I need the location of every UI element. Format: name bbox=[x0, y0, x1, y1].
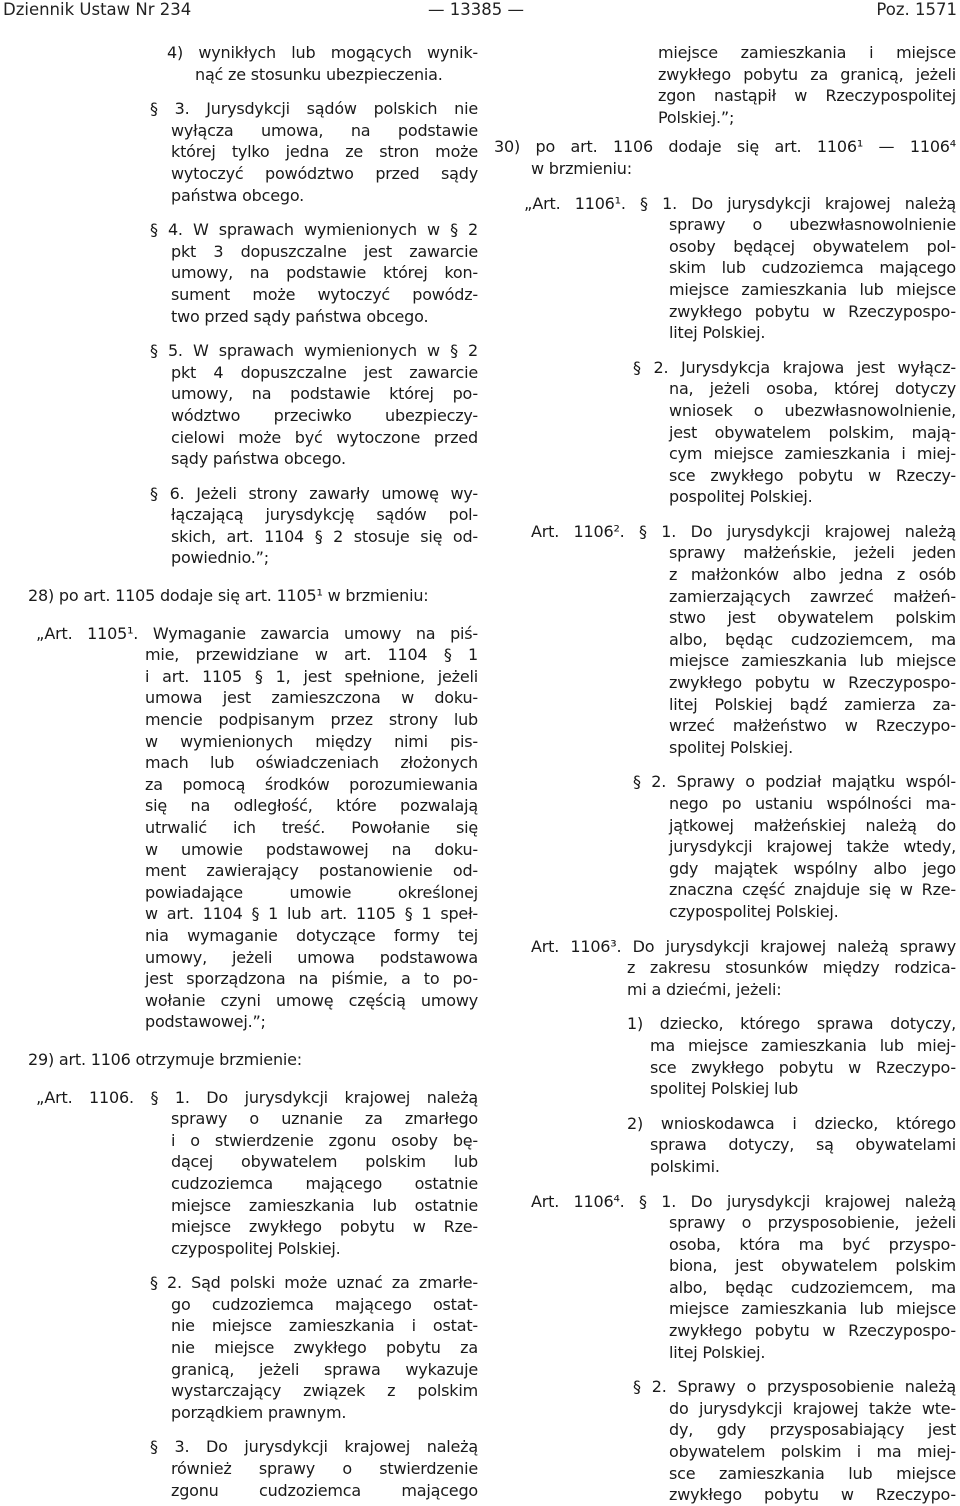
text-line: stwo jest obywatelem polskim bbox=[669, 608, 956, 628]
paragraph-gap bbox=[494, 1100, 956, 1113]
text-line: podstawowej.”; bbox=[145, 1012, 266, 1032]
text-line: miejsce zamieszkania lub miejsce bbox=[669, 1299, 956, 1319]
text-line: i o stwierdzenie zgonu osoby bę- bbox=[171, 1130, 478, 1150]
text-line: § 2. Sprawy o przysposobienie należą bbox=[633, 1377, 956, 1397]
text-line: nia wymaganie dotyczące formy tej bbox=[145, 925, 478, 945]
text-line: albo, będąc cudzoziemcem, ma bbox=[669, 1277, 956, 1297]
text-line: spolitej Polskiej lub bbox=[650, 1079, 799, 1099]
journal-title: Dziennik Ustaw Nr 234 bbox=[3, 0, 192, 19]
paragraph-gap bbox=[28, 1033, 478, 1049]
text-line: Polskiej.”; bbox=[658, 107, 735, 127]
text-line: czypospolitej Polskiej. bbox=[171, 1238, 341, 1258]
text-line: się na odległość, które pozwalają bbox=[145, 796, 478, 816]
text-line: powiadające umowie określonej bbox=[145, 882, 478, 902]
page-header bbox=[0, 0, 960, 22]
text-line: § 3. Do jurysdykcji krajowej należą bbox=[150, 1437, 478, 1457]
text-line: z małżonków albo jedna z osób bbox=[669, 565, 956, 585]
text-line: sprawy o ubezwłasnowolnienie bbox=[669, 215, 956, 235]
text-line: litej Polskiej. bbox=[669, 323, 766, 343]
text-line: miejsce zamieszkania i miejsce bbox=[658, 43, 956, 62]
text-line: utrwalić ich treść. Powołanie się bbox=[145, 818, 478, 837]
paragraph-gap bbox=[28, 1071, 478, 1087]
left-text-column bbox=[28, 42, 478, 1501]
text-line: miejsce zwykłego pobytu w Rze- bbox=[171, 1217, 478, 1237]
text-line: czypospolitej Polskiej. bbox=[669, 901, 839, 921]
text-line: zamierzających zawrzeć małżeń- bbox=[669, 586, 956, 606]
text-line: 28) po art. 1105 dodaje się art. 1105¹ w brzmieniu: bbox=[28, 586, 429, 606]
text-line: „Art. 1106. § 1. Do jurysdykcji krajowej należą bbox=[36, 1087, 478, 1107]
text-line: której tylko jedna ze stron może bbox=[171, 142, 478, 162]
text-line: 30) po art. 1106 dodaje się art. 1106¹ — 1106⁴ bbox=[494, 137, 956, 157]
paragraph-gap bbox=[494, 1178, 956, 1191]
text-line: sprawy o uznanie za zmarłego bbox=[171, 1109, 478, 1129]
text-line: zwykłego pobytu w Rzeczypospo- bbox=[669, 673, 956, 693]
text-line: nąć ze stosunku ubezpieczenia. bbox=[195, 64, 443, 84]
text-line: „Art. 1106¹. § 1. Do jurysdykcji krajowej należą bbox=[524, 193, 956, 213]
text-line: w umowie podstawowej na doku- bbox=[145, 839, 478, 859]
text-line: 2) wnioskodawca i dziecko, którego bbox=[627, 1113, 956, 1133]
text-line: ma miejsce zamieszkania lub miej- bbox=[650, 1035, 956, 1055]
text-line: nego po ustaniu wspólności ma- bbox=[669, 794, 956, 813]
text-line: osoby będącej obywatelem pol- bbox=[669, 236, 956, 256]
text-line: Art. 1106⁴. § 1. Do jurysdykcji krajowej należą bbox=[531, 1191, 956, 1211]
text-line: skim lub cudzoziemca mającego bbox=[669, 258, 956, 278]
text-line: § 2. Sprawy o podział majątku wspól- bbox=[633, 772, 956, 792]
text-line: zwykłego pobytu w Rzeczypospo- bbox=[669, 301, 956, 321]
text-line: zwykłego pobytu w Rzeczypospo- bbox=[669, 1321, 956, 1341]
text-line: 29) art. 1106 otrzymuje brzmienie: bbox=[28, 1049, 302, 1069]
text-line: mie, przewidziane w art. 1104 § 1 bbox=[145, 645, 478, 665]
text-line: § 5. W sprawach wymienionych w § 2 bbox=[150, 341, 478, 361]
text-line: za pomocą środków porozumiewania bbox=[145, 774, 478, 794]
text-line: umowy, na podstawie której kon- bbox=[171, 263, 478, 283]
text-line: mencie podpisanym przez strony lub bbox=[145, 710, 478, 730]
text-line: do jurysdykcji krajowej także wte- bbox=[669, 1398, 956, 1418]
text-line: dy, gdy przysposabiający jest bbox=[669, 1420, 956, 1440]
text-line: § 6. Jeżeli strony zawarły umowę wy- bbox=[150, 483, 478, 503]
text-line: mi a dziećmi, jeżeli: bbox=[627, 979, 782, 999]
text-line: cym miejsce zamieszkania i miej- bbox=[669, 444, 956, 464]
text-line: państwa obcego. bbox=[171, 185, 305, 205]
text-line: osoba, która ma być przyspo- bbox=[669, 1234, 956, 1254]
text-line: cielowi może być wytoczone przed bbox=[171, 427, 478, 447]
text-line: dącej obywatelem polskim lub bbox=[171, 1152, 478, 1172]
paragraph-gap bbox=[28, 206, 478, 219]
text-line: § 3. Jurysdykcji sądów polskich nie bbox=[150, 99, 478, 119]
paragraph-gap bbox=[494, 508, 956, 521]
text-line: § 2. Sąd polski może uznać za zmarłe- bbox=[150, 1273, 478, 1293]
text-line: sprawy o przysposobienie, jeżeli bbox=[669, 1213, 956, 1233]
paragraph-gap bbox=[494, 128, 956, 136]
text-line: biona, jest obywatelem polskim bbox=[669, 1256, 956, 1276]
text-line: § 2. Jurysdykcja krajowa jest wyłącz- bbox=[633, 357, 956, 377]
text-line: sprawa dotyczy, są obywatelami bbox=[650, 1135, 956, 1155]
text-line: pospolitej Polskiej. bbox=[669, 487, 813, 507]
text-line: wyłącza umowa, na podstawie bbox=[171, 120, 478, 140]
text-line: zgon nastąpił w Rzeczypospolitej bbox=[658, 86, 956, 106]
text-line: cudzoziemca mającego ostatnie bbox=[171, 1173, 478, 1193]
text-line: gdy majątek wspólny albo jego bbox=[669, 858, 956, 878]
text-line: nie miejsce zamieszkania i ostat- bbox=[171, 1316, 478, 1336]
text-line: znaczna część znajduje się w Rze- bbox=[669, 880, 956, 900]
text-line: Art. 1106². § 1. Do jurysdykcji krajowej należą bbox=[531, 521, 956, 541]
text-line: 1) dziecko, którego sprawa dotyczy, bbox=[627, 1014, 956, 1034]
text-line: sument może wytoczyć powódz- bbox=[171, 284, 478, 304]
text-line: § 4. W sprawach wymienionych w § 2 bbox=[150, 220, 478, 240]
text-line: z zakresu stosunków między rodzica- bbox=[627, 958, 956, 978]
text-line: skich, art. 1104 § 2 stosuje się od- bbox=[171, 526, 478, 546]
text-line: ment zawierający postanowienie od- bbox=[145, 861, 478, 881]
text-line: go cudzoziemca mającego ostat- bbox=[171, 1294, 478, 1314]
text-line: 4) wynikłych lub mogących wynik- bbox=[167, 43, 478, 62]
text-line: w art. 1104 § 1 lub art. 1105 § 1 speł- bbox=[145, 904, 478, 924]
paragraph-gap bbox=[494, 1000, 956, 1013]
text-line: miejsce zamieszkania lub ostatnie bbox=[171, 1195, 478, 1215]
text-line: zwykłego pobytu za granicą, jeżeli bbox=[658, 64, 956, 84]
text-line: albo, będąc cudzoziemcem, ma bbox=[669, 629, 956, 649]
text-line: sce zwykłego pobytu w Rzeczy- bbox=[669, 465, 956, 485]
text-line: wrzeć małżeństwo w Rzeczypo- bbox=[669, 716, 956, 736]
text-line: wołanie czyni umowę częścią umowy bbox=[145, 990, 478, 1010]
text-line: miejsce zamieszkania lub miejsce bbox=[669, 651, 956, 671]
text-line: jurysdykcji krajowej także wtedy, bbox=[669, 837, 956, 857]
text-line: litej Polskiej bądź zamierza za- bbox=[669, 694, 956, 714]
paragraph-gap bbox=[494, 1363, 956, 1376]
text-line: umowa jest zamieszczona w doku- bbox=[145, 688, 478, 708]
text-line: jątkowej małżeńskiej należą do bbox=[669, 815, 956, 835]
paragraph-gap bbox=[28, 327, 478, 340]
text-line: na, jeżeli osoba, której dotyczy bbox=[669, 379, 956, 399]
text-line: Art. 1106³. Do jurysdykcji krajowej należą sprawy bbox=[531, 936, 956, 956]
text-line: polskimi. bbox=[650, 1156, 720, 1176]
text-line: i art. 1105 § 1, jest spełnione, jeżeli bbox=[145, 666, 478, 686]
text-line: nie miejsce zwykłego pobytu za bbox=[171, 1338, 478, 1358]
text-line: pkt 4 dopuszczalne jest zawarcie bbox=[171, 362, 478, 382]
text-line: porządkiem prawnym. bbox=[171, 1402, 347, 1422]
paragraph-gap bbox=[28, 1423, 478, 1436]
text-line: w wymienionych między nimi pis- bbox=[145, 731, 478, 751]
text-line: wniosek o ubezwłasnowolnienie, bbox=[669, 400, 956, 420]
text-line: wytoczyć powództwo przed sądy bbox=[171, 163, 478, 183]
paragraph-gap bbox=[28, 607, 478, 623]
text-line: umowy, jeżeli umowa podstawowa bbox=[145, 947, 478, 967]
text-line: sce zwykłego pobytu w Rzeczypo- bbox=[650, 1057, 956, 1077]
text-line: powiednio.”; bbox=[171, 548, 269, 568]
text-line: „Art. 1105¹. Wymaganie zawarcia umowy na piś- bbox=[36, 623, 478, 643]
text-line: również sprawy o stwierdzenie bbox=[171, 1459, 478, 1479]
text-line: sce zamieszkania lub miejsce bbox=[669, 1463, 956, 1483]
text-line: granicą, jeżeli sprawa wykazuje bbox=[171, 1359, 478, 1379]
right-text-column bbox=[494, 42, 956, 1506]
text-line: pkt 3 dopuszczalne jest zawarcie bbox=[171, 241, 478, 261]
paragraph-gap bbox=[494, 758, 956, 771]
page-number: — 13385 — bbox=[428, 0, 524, 19]
text-line: two przed sądy państwa obcego. bbox=[171, 306, 429, 326]
paragraph-gap bbox=[28, 85, 478, 98]
text-line: sprawy małżeńskie, jeżeli jeden bbox=[669, 543, 956, 563]
text-line: miejsce zamieszkania lub miejsce bbox=[669, 279, 956, 299]
text-line: w brzmieniu: bbox=[531, 158, 632, 178]
text-line: wództwo przeciwko ubezpieczy- bbox=[171, 405, 478, 425]
paragraph-gap bbox=[28, 569, 478, 585]
text-line: łączającą jurysdykcję sądów pol- bbox=[171, 505, 478, 525]
paragraph-gap bbox=[494, 344, 956, 357]
text-line: spolitej Polskiej. bbox=[669, 737, 793, 757]
paragraph-gap bbox=[28, 470, 478, 483]
text-line: jest sporządzona na piśmie, a to po- bbox=[145, 969, 478, 989]
text-line: zwykłego pobytu w Rzeczypo- bbox=[669, 1485, 956, 1505]
paragraph-gap bbox=[494, 923, 956, 936]
text-line: zgonu cudzoziemca mającego bbox=[171, 1480, 478, 1500]
text-line: umowy, na podstawie której po- bbox=[171, 384, 478, 404]
text-line: wystarczający związek z polskim bbox=[171, 1381, 478, 1401]
position-number: Poz. 1571 bbox=[876, 0, 957, 19]
text-line: obywatelem polskim i ma miej- bbox=[669, 1442, 956, 1462]
paragraph-gap bbox=[494, 180, 956, 193]
text-line: jest obywatelem polskim, mają- bbox=[669, 422, 956, 442]
paragraph-gap bbox=[28, 1259, 478, 1272]
text-line: mach lub oświadczeniach złożonych bbox=[145, 753, 478, 773]
text-line: sądy państwa obcego. bbox=[171, 449, 346, 469]
text-line: litej Polskiej. bbox=[669, 1342, 766, 1362]
